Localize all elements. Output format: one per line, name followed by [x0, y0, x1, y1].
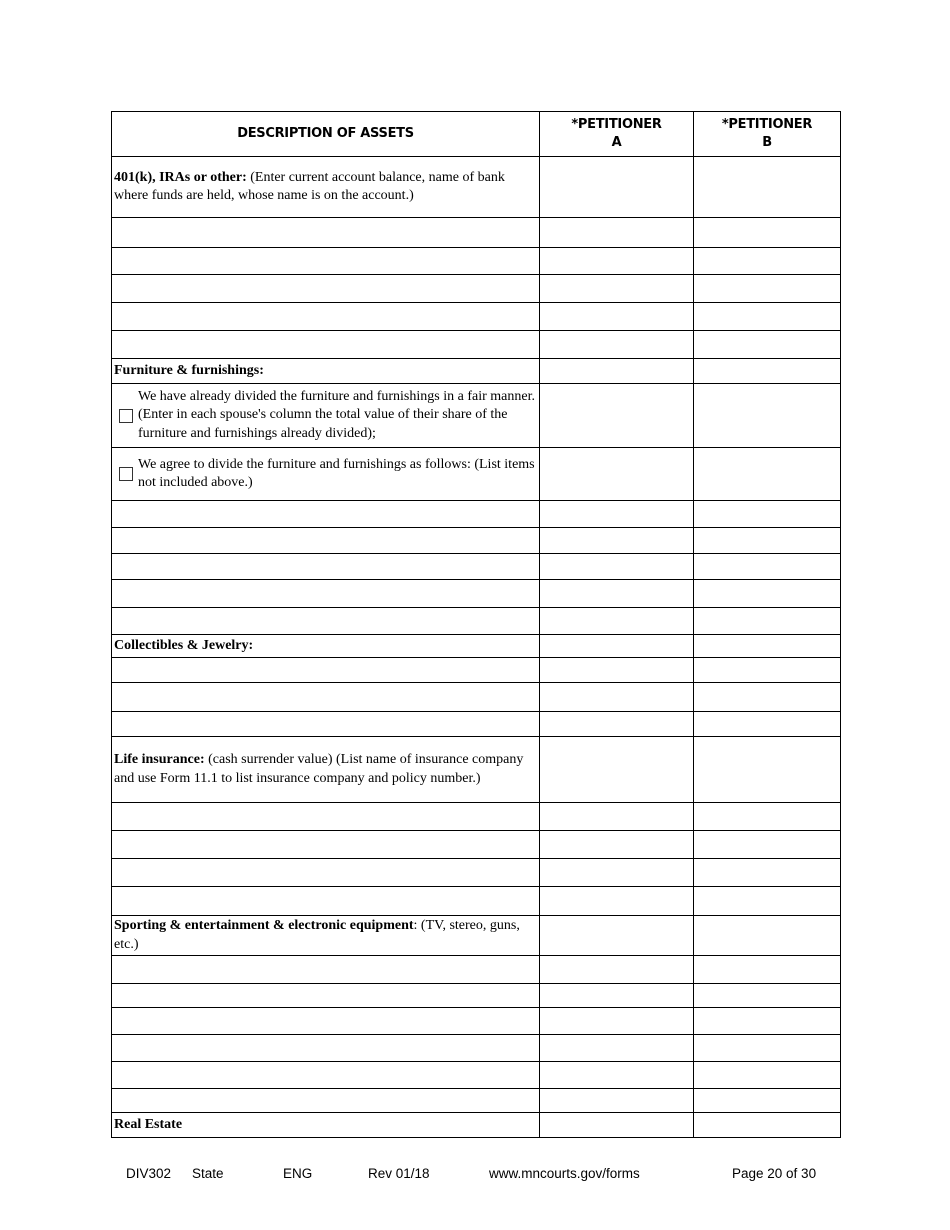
furniture-row — [112, 359, 841, 384]
life-insurance-row — [112, 737, 841, 803]
petitioner-a-cell[interactable] — [540, 608, 694, 635]
page-footer — [0, 1166, 950, 1186]
petitioner-b-cell[interactable] — [694, 1035, 841, 1062]
furniture-option-2-row — [112, 448, 841, 501]
petitioner-a-cell[interactable] — [540, 448, 694, 501]
divided-checkbox[interactable] — [119, 409, 133, 423]
life-insurance-label: Life insurance: (cash surrender value) (List name of insurance company and use Form 11.1 to list insurance company and policy number.) — [112, 737, 540, 803]
table-row — [112, 984, 841, 1008]
table-row — [112, 887, 841, 916]
petitioner-b-cell[interactable] — [694, 157, 841, 218]
petitioner-b-cell[interactable] — [694, 803, 841, 831]
petitioner-a-cell[interactable] — [540, 218, 694, 248]
table-row — [112, 1035, 841, 1062]
petitioner-a-cell[interactable] — [540, 737, 694, 803]
table-row — [112, 580, 841, 608]
description-cell[interactable] — [112, 1089, 540, 1113]
petitioner-b-cell[interactable] — [694, 1008, 841, 1035]
petitioner-b-cell[interactable] — [694, 218, 841, 248]
description-cell[interactable] — [112, 303, 540, 331]
petitioner-a-cell[interactable] — [540, 658, 694, 683]
petitioner-b-cell[interactable] — [694, 331, 841, 359]
petitioner-a-cell[interactable] — [540, 831, 694, 859]
collectibles-row — [112, 635, 841, 658]
petitioner-a-cell[interactable] — [540, 303, 694, 331]
petitioner-a-cell[interactable] — [540, 275, 694, 303]
petitioner-b-cell[interactable] — [694, 831, 841, 859]
description-cell[interactable] — [112, 218, 540, 248]
table-row — [112, 956, 841, 984]
furniture-label: Furniture & furnishings: — [112, 359, 540, 384]
description-cell[interactable] — [112, 1062, 540, 1089]
table-row — [112, 1089, 841, 1113]
petitioner-a-cell[interactable] — [540, 1113, 694, 1138]
petitioner-b-cell[interactable] — [694, 608, 841, 635]
furniture-option-2 — [112, 448, 540, 501]
petitioner-b-cell[interactable] — [694, 580, 841, 608]
collectibles-label: Collectibles & Jewelry: — [112, 635, 540, 658]
petitioner-a-cell[interactable] — [540, 501, 694, 528]
petitioner-b-cell[interactable] — [694, 275, 841, 303]
form-id: DIV302 — [126, 1166, 172, 1181]
description-cell[interactable] — [112, 803, 540, 831]
petitioner-b-cell[interactable] — [694, 658, 841, 683]
petitioner-b-cell[interactable] — [694, 1113, 841, 1138]
petitioner-b-cell[interactable] — [694, 737, 841, 803]
jurisdiction: State — [192, 1166, 224, 1181]
table-row — [112, 1062, 841, 1089]
petitioner-b-cell[interactable] — [694, 916, 841, 956]
description-cell[interactable] — [112, 984, 540, 1008]
petitioner-a-cell[interactable] — [540, 384, 694, 448]
table-row — [112, 683, 841, 712]
description-cell[interactable] — [112, 956, 540, 984]
petitioner-a-cell[interactable] — [540, 712, 694, 737]
table-row — [112, 331, 841, 359]
description-header: DESCRIPTION OF ASSETS — [112, 112, 540, 157]
furniture-option-1 — [112, 384, 540, 448]
petitioner-a-header: *PETITIONER A — [540, 112, 694, 157]
assets-table — [111, 111, 841, 1138]
description-cell[interactable] — [112, 275, 540, 303]
petitioner-a-cell[interactable] — [540, 359, 694, 384]
description-cell[interactable] — [112, 887, 540, 916]
description-cell[interactable] — [112, 683, 540, 712]
description-cell[interactable] — [112, 608, 540, 635]
table-row — [112, 1008, 841, 1035]
petitioner-b-cell[interactable] — [694, 303, 841, 331]
petitioner-b-cell[interactable] — [694, 887, 841, 916]
table-row — [112, 528, 841, 554]
revision: Rev 01/18 — [368, 1166, 430, 1181]
real-estate-label: Real Estate — [112, 1113, 540, 1138]
divided-option-text: We have already divided the furniture and furnishings in a fair manner. (Enter in each spouse's column the total value of their share of the furniture and furnishings already divided); — [138, 388, 535, 441]
table-row — [112, 218, 841, 248]
header-row — [112, 112, 841, 157]
table-row — [112, 303, 841, 331]
petitioner-a-cell[interactable] — [540, 984, 694, 1008]
table-row — [112, 554, 841, 580]
petitioner-a-cell[interactable] — [540, 1008, 694, 1035]
petitioner-a-cell[interactable] — [540, 554, 694, 580]
sporting-label: Sporting & entertainment & electronic equipment: (TV, stereo, guns, etc.) — [112, 916, 540, 956]
table-row — [112, 831, 841, 859]
agree-divide-checkbox[interactable] — [119, 467, 133, 481]
petitioner-a-cell[interactable] — [540, 157, 694, 218]
page-number: Page 20 of 30 — [732, 1166, 817, 1181]
table-row — [112, 275, 841, 303]
language: ENG — [283, 1166, 313, 1181]
furniture-option-1-row — [112, 384, 841, 448]
table-row — [112, 712, 841, 737]
petitioner-b-cell[interactable] — [694, 683, 841, 712]
petitioner-a-cell[interactable] — [540, 248, 694, 275]
retirement-label: 401(k), IRAs or other: (Enter current account balance, name of bank where funds are held, whose name is on the account.) — [112, 157, 540, 218]
description-cell[interactable] — [112, 501, 540, 528]
petitioner-b-cell[interactable] — [694, 248, 841, 275]
description-cell[interactable] — [112, 554, 540, 580]
table-row — [112, 248, 841, 275]
table-row — [112, 501, 841, 528]
petitioner-a-cell[interactable] — [540, 1089, 694, 1113]
petitioner-a-cell[interactable] — [540, 635, 694, 658]
petitioner-a-cell[interactable] — [540, 1062, 694, 1089]
petitioner-b-cell[interactable] — [694, 859, 841, 887]
petitioner-b-cell[interactable] — [694, 635, 841, 658]
petitioner-a-cell[interactable] — [540, 803, 694, 831]
petitioner-a-cell[interactable] — [540, 580, 694, 608]
description-cell[interactable] — [112, 1035, 540, 1062]
description-cell[interactable] — [112, 712, 540, 737]
petitioner-a-cell[interactable] — [540, 683, 694, 712]
petitioner-b-cell[interactable] — [694, 448, 841, 501]
forms-url[interactable]: www.mncourts.gov/forms — [489, 1166, 640, 1181]
table-row — [112, 859, 841, 887]
description-cell[interactable] — [112, 1008, 540, 1035]
description-cell[interactable] — [112, 831, 540, 859]
petitioner-b-cell[interactable] — [694, 1089, 841, 1113]
real-estate-row — [112, 1113, 841, 1138]
petitioner-a-cell[interactable] — [540, 859, 694, 887]
petitioner-a-cell[interactable] — [540, 916, 694, 956]
description-cell[interactable] — [112, 248, 540, 275]
petitioner-b-cell[interactable] — [694, 554, 841, 580]
petitioner-b-cell[interactable] — [694, 359, 841, 384]
petitioner-b-cell[interactable] — [694, 528, 841, 554]
table-row — [112, 608, 841, 635]
petitioner-b-cell[interactable] — [694, 501, 841, 528]
petitioner-b-cell[interactable] — [694, 712, 841, 737]
table-row — [112, 803, 841, 831]
description-cell[interactable] — [112, 859, 540, 887]
petitioner-a-cell[interactable] — [540, 528, 694, 554]
petitioner-a-cell[interactable] — [540, 887, 694, 916]
petitioner-a-cell[interactable] — [540, 956, 694, 984]
petitioner-b-cell[interactable] — [694, 1062, 841, 1089]
petitioner-b-cell[interactable] — [694, 984, 841, 1008]
petitioner-b-cell[interactable] — [694, 956, 841, 984]
retirement-row — [112, 157, 841, 218]
table-row — [112, 658, 841, 683]
sporting-row — [112, 916, 841, 956]
description-cell[interactable] — [112, 580, 540, 608]
description-cell[interactable] — [112, 528, 540, 554]
petitioner-a-cell[interactable] — [540, 1035, 694, 1062]
description-cell[interactable] — [112, 658, 540, 683]
petitioner-b-cell[interactable] — [694, 384, 841, 448]
petitioner-a-cell[interactable] — [540, 331, 694, 359]
petitioner-b-header: *PETITIONER B — [694, 112, 841, 157]
description-cell[interactable] — [112, 331, 540, 359]
agree-divide-option-text: We agree to divide the furniture and furnishings as follows: (List items not included above.) — [138, 456, 535, 490]
